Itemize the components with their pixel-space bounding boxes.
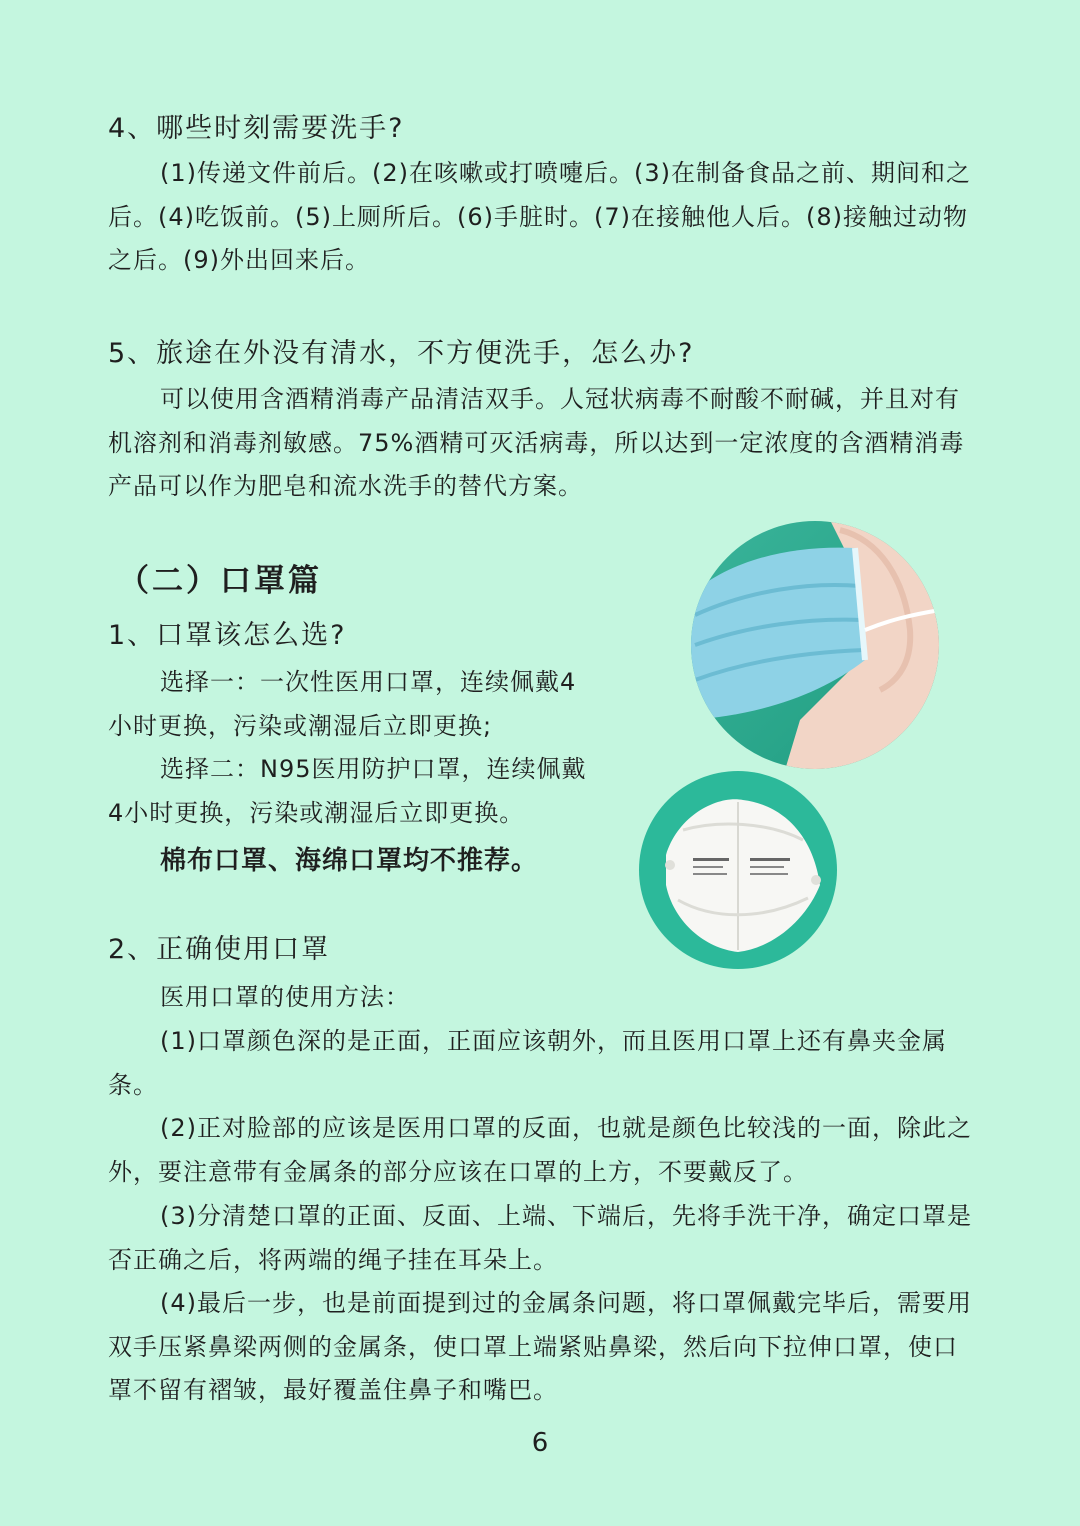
section4-body: (1)传递文件前后。(2)在咳嗽或打喷嚏后。(3)在制备食品之前、期间和之后。(4)吃饭前。(5)上厕所后。(6)手脏时。(7)在接触他人后。(8)接触过动物之后。(9)外出回来后。 (108, 159, 971, 274)
q2-intro: 医用口罩的使用方法： (160, 983, 410, 1011)
q1-option1: 选择一：一次性医用口罩，连续佩戴4小时更换，污染或潮湿后立即更换; (108, 668, 577, 740)
section4-heading: 4、哪些时刻需要洗手? (108, 113, 405, 144)
q2-heading: 2、正确使用口罩 (108, 934, 331, 965)
q1-option2: 选择二：N95医用防护口罩，连续佩戴4小时更换，污染或潮湿后立即更换。 (108, 755, 587, 827)
page-number: 6 (531, 1428, 549, 1458)
surgical-mask-photo (690, 520, 940, 770)
section5-heading: 5、旅途在外没有清水，不方便洗手，怎么办? (108, 338, 695, 369)
q2-step-3: (3)分清楚口罩的正面、反面、上端、下端后，先将手洗干净，确定口罩是否正确之后，将两端的绳子挂在耳朵上。 (108, 1202, 972, 1274)
mask-chapter-title: （二）口罩篇 (118, 563, 322, 599)
q2-step-1: (1)口罩颜色深的是正面，正面应该朝外，而且医用口罩上还有鼻夹金属条。 (108, 1027, 947, 1099)
q2-step-4: (4)最后一步，也是前面提到过的金属条问题，将口罩佩戴完毕后，需要用双手压紧鼻梁两侧的金属条，使口罩上端紧贴鼻梁，然后向下拉伸口罩，使口罩不留有褶皱，最好覆盖住鼻子和嘴巴。 (108, 1289, 972, 1404)
q1-note: 棉布口罩、海绵口罩均不推荐。 (160, 846, 539, 876)
q2-step-2: (2)正对脸部的应该是医用口罩的反面，也就是颜色比较浅的一面，除此之外，要注意带有金属条的部分应该在口罩的上方，不要戴反了。 (108, 1114, 972, 1186)
section5-body: 可以使用含酒精消毒产品清洁双手。人冠状病毒不耐酸不耐碱，并且对有机溶剂和消毒剂敏感。75%酒精可灭活病毒，所以达到一定浓度的含酒精消毒产品可以作为肥皂和流水洗手的替代方案。 (108, 385, 965, 500)
n95-mask-photo (638, 770, 838, 970)
q1-heading: 1、口罩该怎么选? (108, 620, 347, 651)
